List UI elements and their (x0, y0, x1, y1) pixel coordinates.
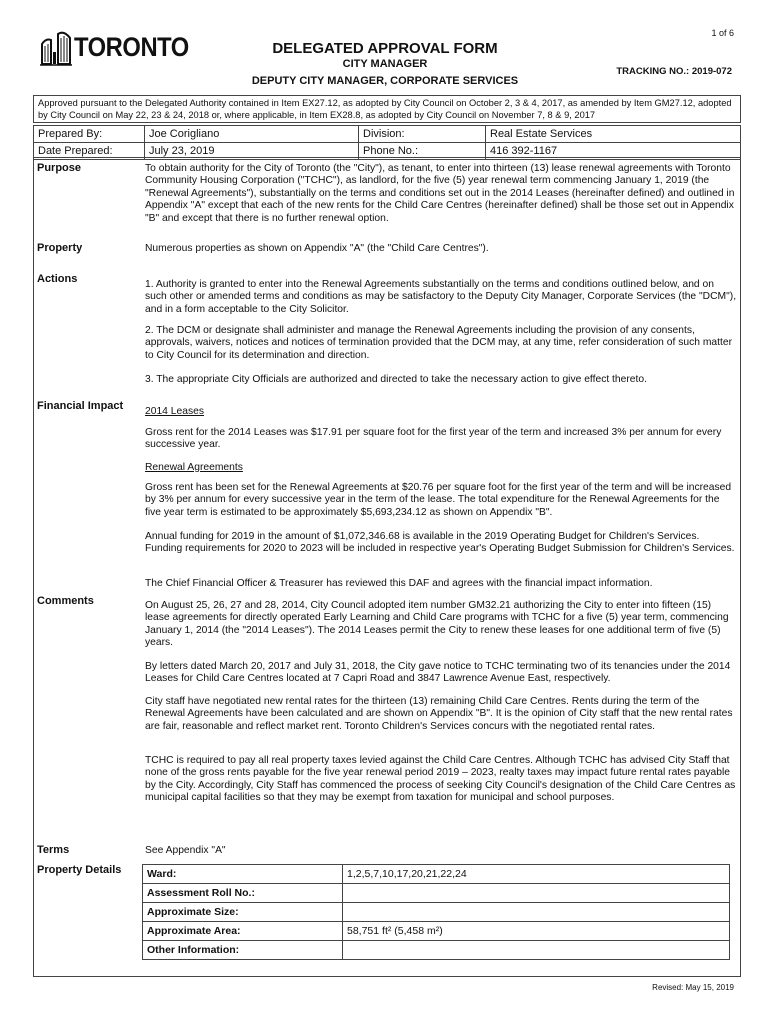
preparer-info-table (33, 125, 741, 160)
action-1-text: 1. Authority is granted to enter into the Renewal Agreements substantially on the terms and conditions outlined below, and on such other or amended terms and conditions as may be satisfactory to the Deputy City Manager, Corporate Services (the "DCM"), and in a form acceptable to the City Solicitor. (145, 279, 737, 315)
assessment-roll-value (343, 884, 730, 903)
page-number: 1 of 6 (711, 28, 734, 38)
ward-label: Ward: (143, 865, 343, 884)
details-row-assessment (143, 884, 730, 903)
prepared-by-label: Prepared By: (34, 126, 145, 143)
approval-authority-note: Approved pursuant to the Delegated Authority contained in Item EX27.12, as adopted by City Council on October 2, 3 & 4, 2017, as amended by Item GM27.12, adopted by City Council on May 22, 23 & 24, 2018 or, where applicable, in Item EX28.8, as adopted by City Council on November 7, 8 & 9, 2017 (33, 95, 741, 123)
prepared-by-value: Joe Corigliano (145, 126, 359, 143)
comments-paragraph-3: City staff have negotiated new rental rates for the thirteen (13) remaining Child Care Centres. Rents during the term of the Renewal Agreements have been calculated and are shown on Appendix "B". It is the opinion of City staff that the new rental rates are fair, reasonable and reflect market rent. Toronto Children's Services concurs with the negotiated rental rates. (145, 696, 733, 732)
property-text: Numerous properties as shown on Appendix "A" (the "Child Care Centres"). (145, 243, 489, 254)
logo-wordmark: TORONTO (74, 32, 189, 62)
purpose-label: Purpose (37, 162, 82, 174)
action-3-text: 3. The appropriate City Officials are authorized and directed to take the necessary action to give effect thereto. (145, 374, 647, 385)
financial-paragraph-3: Annual funding for 2019 in the amount of $1,072,346.68 is available in the 2019 Operating Budget for Children's Services. Funding requirements for 2020 to 2023 will be included in respective year's Operating Budget Submission for Children's Services. (145, 531, 735, 555)
approx-size-value (343, 903, 730, 922)
tracking-number: TRACKING NO.: 2019-072 (616, 66, 732, 77)
phone-value: 416 392-1167 (486, 143, 741, 160)
details-row-size (143, 903, 730, 922)
property-label: Property (37, 242, 83, 254)
financial-impact-label: Financial Impact (37, 400, 124, 412)
details-row-ward (143, 865, 730, 884)
revised-date: Revised: May 15, 2019 (652, 983, 734, 992)
date-prepared-label: Date Prepared: (34, 143, 145, 160)
other-info-value (343, 941, 730, 960)
terms-label: Terms (37, 844, 70, 856)
leases-2014-heading: 2014 Leases (145, 406, 204, 417)
property-details-label: Property Details (37, 864, 122, 876)
date-prepared-value: July 23, 2019 (145, 143, 359, 160)
division-label: Division: (359, 126, 486, 143)
terms-text: See Appendix "A" (145, 845, 226, 856)
division-value: Real Estate Services (486, 126, 741, 143)
comments-paragraph-2: By letters dated March 20, 2017 and July 31, 2018, the City gave notice to TCHC terminating two of its tenancies under the 2014 Leases for Child Care Centres located at 7 Capri Road and 3847 Lawrence Avenue East, respectively. (145, 661, 731, 685)
purpose-text: To obtain authority for the City of Toronto (the "City"), as tenant, to enter into thirteen (13) lease renewal agreements with Toronto Community Housing Corporation ("TCHC"), as landlord, for the five (5) year renewal term commencing January 1, 2019 (the "Renewal Agreements"), substantially on the terms and conditions set out in the 2014 Leases (hereinafter defined) and outlined in Appendix "A" except that each of the new rents for the Child Care Centres (hereinafter defined) shall be those set out in Appendix "B" and except that there is no further renewal option. (145, 163, 735, 224)
comments-label: Comments (37, 595, 94, 607)
action-2-text: 2. The DCM or designate shall administer and manage the Renewal Agreements including the provision of any consents, approvals, waivers, notices and notices of termination provided that the DCM may, at any time, refer consideration of such matter to City Council for its determination and direction. (145, 325, 733, 361)
details-row-area (143, 922, 730, 941)
renewal-agreements-heading: Renewal Agreements (145, 462, 243, 473)
form-title: DELEGATED APPROVAL FORM (272, 40, 498, 57)
comments-paragraph-1: On August 25, 26, 27 and 28, 2014, City Council adopted item number GM32.21 authorizing the City to enter into fifteen (15) lease agreements for directly operated Early Learning and Child Care programs with TCHC for a five (5) year term, commencing January 1, 2014 (the "2014 Leases"). The 2014 Leases permit the City to renew these leases for one additional term of five (5) years. (145, 600, 729, 649)
form-subtitle-deputy: DEPUTY CITY MANAGER, CORPORATE SERVICES (251, 75, 519, 87)
details-row-other (143, 941, 730, 960)
phone-label: Phone No.: (359, 143, 486, 160)
actions-label: Actions (37, 273, 78, 285)
comments-paragraph-4: TCHC is required to pay all real property taxes levied against the Child Care Centres. Although TCHC has advised City Staff that none of the gross rents payable for the five year renewal period 2019 – 2023, realty taxes may impact future rental rates payable by the City. Accordingly, City Staff has commenced the process of seeking City Council's designation of the Child Care Centres as municipal capital facilities so that they may be exempt from taxation for municipal and school purposes. (145, 755, 736, 804)
ward-value: 1,2,5,7,10,17,20,21,22,24 (343, 865, 730, 884)
form-subtitle-city-manager: CITY MANAGER (342, 58, 428, 70)
financial-paragraph-1: Gross rent for the 2014 Leases was $17.91 per square foot for the first year of the term and increased 3% per annum for every successive year. (145, 427, 722, 451)
approx-area-value: 58,751 ft² (5,458 m²) (343, 922, 730, 941)
financial-paragraph-4: The Chief Financial Officer & Treasurer has reviewed this DAF and agrees with the financial impact information. (145, 578, 653, 589)
approx-size-label: Approximate Size: (143, 903, 343, 922)
other-info-label: Other Information: (143, 941, 343, 960)
financial-paragraph-2: Gross rent has been set for the Renewal Agreements at $20.76 per square foot for the first year of the term and will be increased by 3% per annum for every successive year in the term of the lease. The total expenditure for the Renewal Agreements for the five year term is estimated to be approximately $5,693,234.12 as shown on Appendix "B". (145, 482, 732, 518)
approx-area-label: Approximate Area: (143, 922, 343, 941)
assessment-roll-label: Assessment Roll No.: (143, 884, 343, 903)
property-details-table (142, 864, 730, 960)
